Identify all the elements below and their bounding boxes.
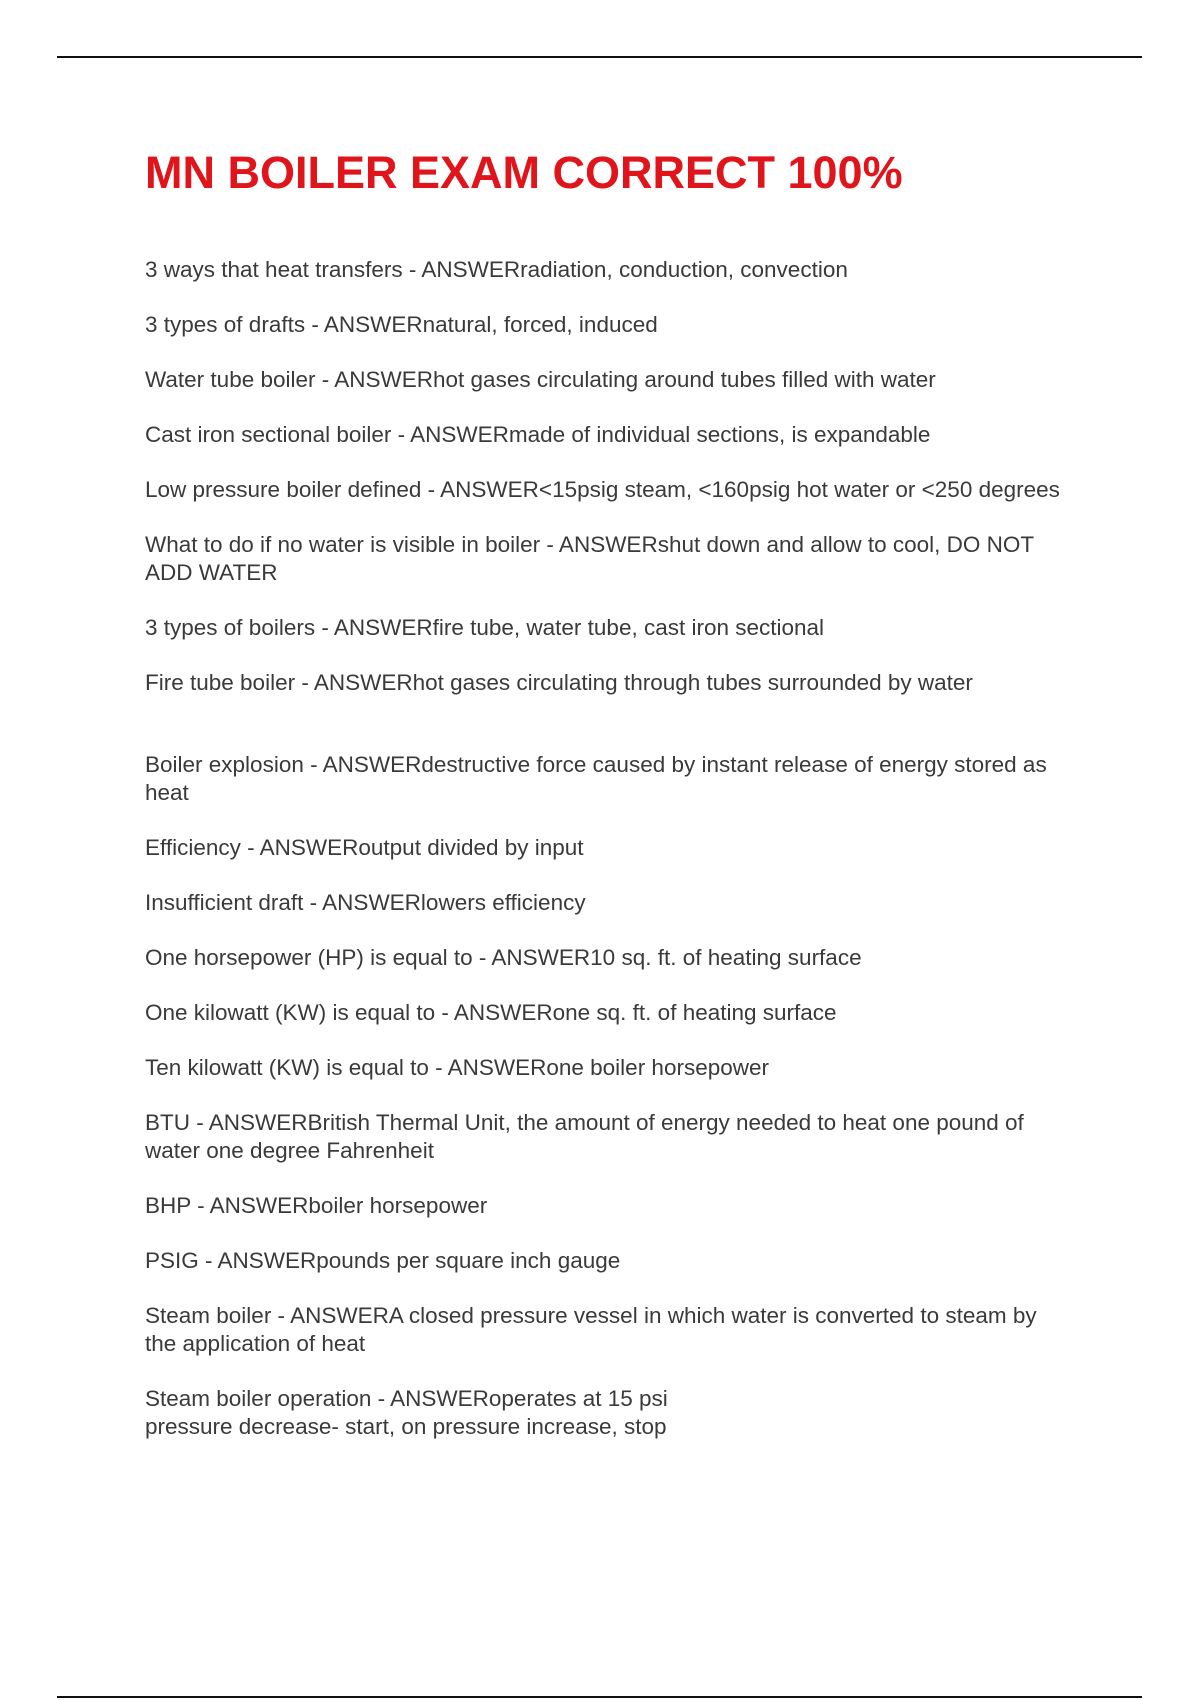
flashcard-list: [145, 256, 1065, 1441]
top-rule: [57, 56, 1142, 58]
flashcard-item: BHP - ANSWERboiler horsepower: [145, 1193, 488, 1218]
flashcard-item: Water tube boiler - ANSWERhot gases circulating around tubes filled with water: [145, 367, 936, 392]
bottom-rule: [57, 1696, 1142, 1698]
flashcard-item: Boiler explosion - ANSWERdestructive force caused by instant release of energy stored as heat: [145, 752, 1047, 805]
flashcard-item: Low pressure boiler defined - ANSWER<15psig steam, <160psig hot water or <250 degrees: [145, 477, 1060, 502]
flashcard-item: PSIG - ANSWERpounds per square inch gauge: [145, 1248, 621, 1273]
flashcard-item: One horsepower (HP) is equal to - ANSWER10 sq. ft. of heating surface: [145, 945, 862, 970]
flashcard-item: Efficiency - ANSWERoutput divided by input: [145, 835, 584, 860]
flashcard-item: What to do if no water is visible in boiler - ANSWERshut down and allow to cool, DO NOT ADD WATER: [145, 532, 1034, 585]
flashcard-item: 3 types of drafts - ANSWERnatural, forced, induced: [145, 312, 658, 337]
flashcard-item: BTU - ANSWERBritish Thermal Unit, the amount of energy needed to heat one pound of water one degree Fahrenheit: [145, 1110, 1024, 1163]
flashcard-item: Steam boiler operation - ANSWERoperates at 15 psi pressure decrease- start, on pressure increase, stop: [145, 1386, 668, 1439]
flashcard-item: 3 ways that heat transfers - ANSWERradiation, conduction, convection: [145, 257, 848, 282]
flashcard-item: Ten kilowatt (KW) is equal to - ANSWERone boiler horsepower: [145, 1055, 770, 1080]
flashcard-item: 3 types of boilers - ANSWERfire tube, water tube, cast iron sectional: [145, 615, 825, 640]
flashcard-item: Cast iron sectional boiler - ANSWERmade of individual sections, is expandable: [145, 422, 931, 447]
document-title: MN BOILER EXAM CORRECT 100%: [145, 147, 903, 198]
document-body: [145, 140, 1065, 1468]
flashcard-item: Insufficient draft - ANSWERlowers efficiency: [145, 890, 586, 915]
flashcard-item: Steam boiler - ANSWERA closed pressure vessel in which water is converted to steam by the application of heat: [145, 1303, 1037, 1356]
flashcard-item: One kilowatt (KW) is equal to - ANSWERone sq. ft. of heating surface: [145, 1000, 837, 1025]
flashcard-item: Fire tube boiler - ANSWERhot gases circulating through tubes surrounded by water: [145, 670, 973, 695]
